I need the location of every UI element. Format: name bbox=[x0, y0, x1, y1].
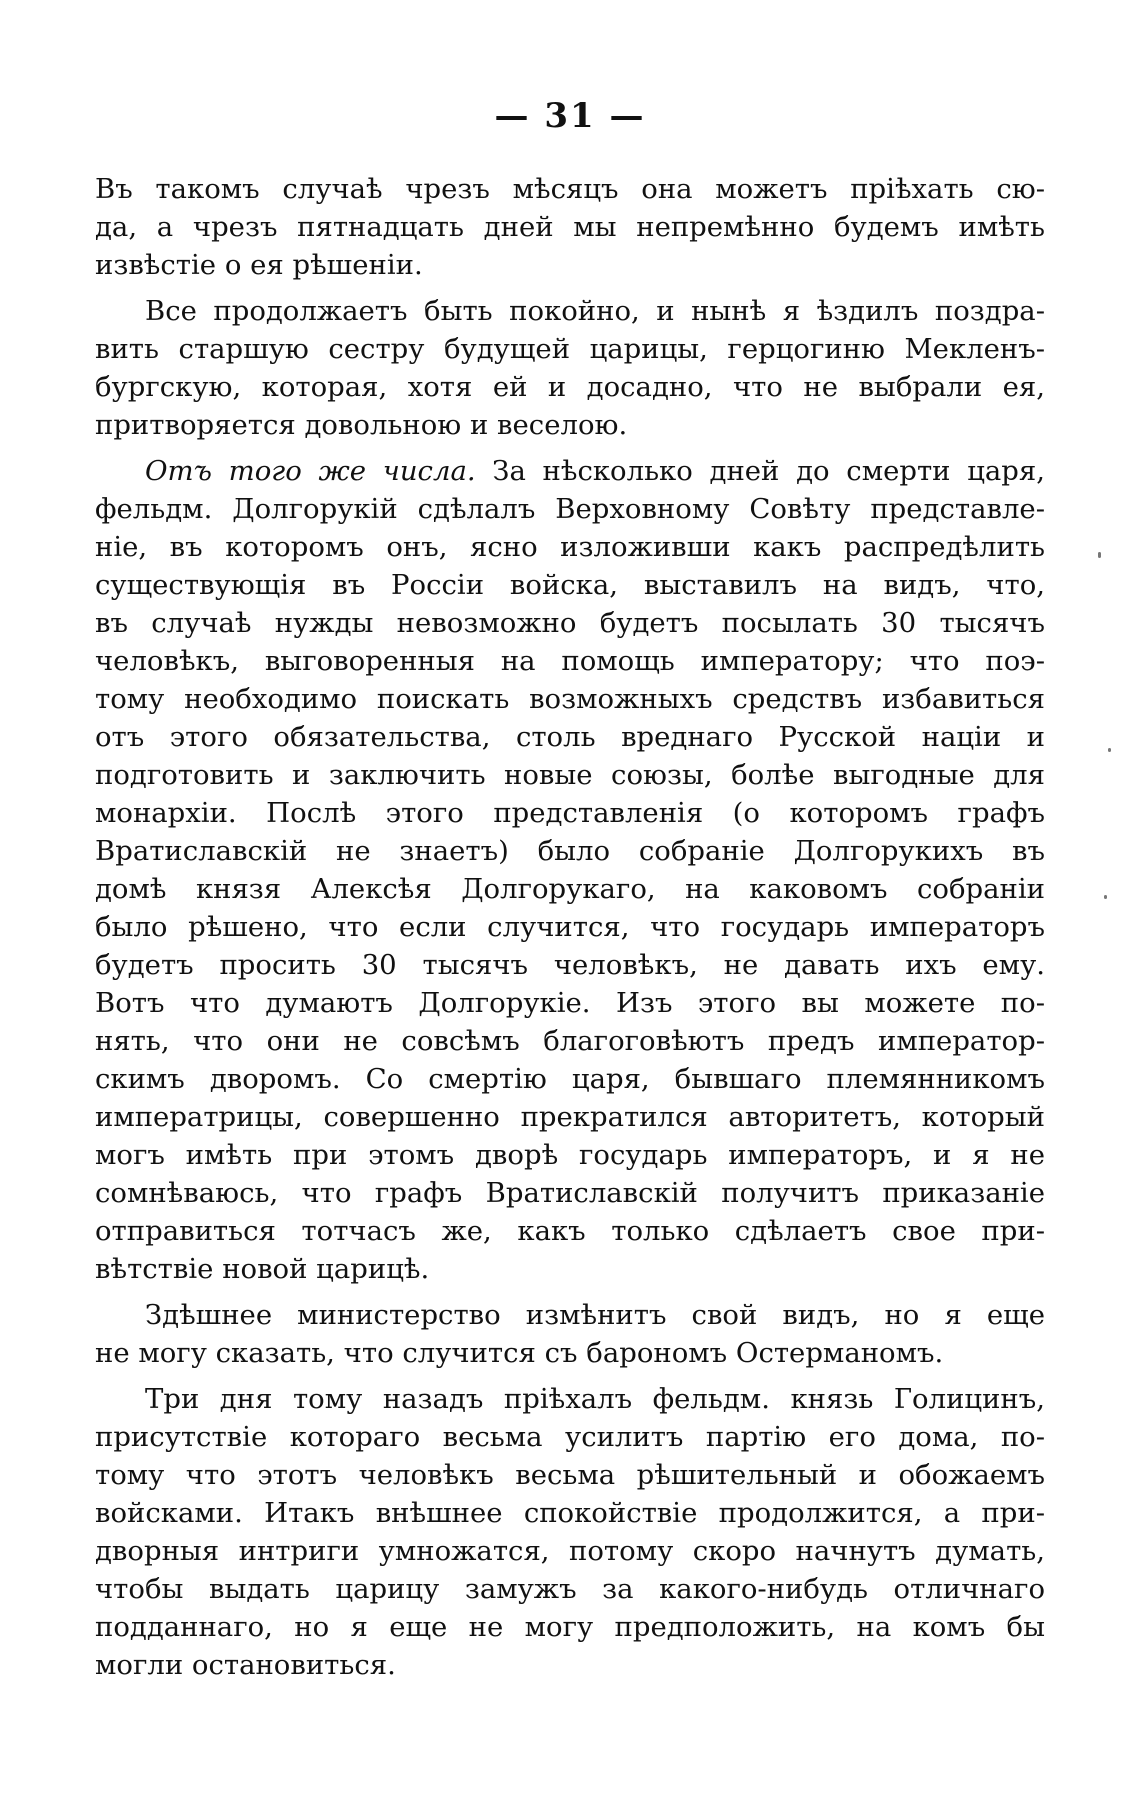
text-line: да, а чрезъ пятнадцать дней мы непремѣнно будемъ имѣть bbox=[95, 211, 1045, 243]
text-line: фельдм. Долгорукій сдѣлалъ Верховному Совѣту представле- bbox=[95, 493, 1045, 525]
text-line: въ случаѣ нужды невозможно будетъ посылать 30 тысячъ bbox=[95, 607, 1045, 639]
text-line: ніе, въ которомъ онъ, ясно изложивши какъ распредѣлить bbox=[95, 531, 1045, 563]
text-line: войсками. Итакъ внѣшнее спокойствіе продолжится, а при- bbox=[95, 1497, 1045, 1529]
text-line: Три дня тому назадъ пріѣхалъ фельдм. князь Голицинъ, bbox=[145, 1383, 1045, 1415]
text-line: сомнѣваюсь, что графъ Вратиславскій получитъ приказаніе bbox=[95, 1177, 1045, 1209]
text-line: было рѣшено, что если случится, что государь императоръ bbox=[95, 911, 1045, 943]
text-line: императрицы, совершенно прекратился авторитетъ, который bbox=[95, 1101, 1045, 1133]
text-line: будетъ просить 30 тысячъ человѣкъ, не давать ихъ ему. bbox=[95, 949, 1045, 981]
text-line: чтобы выдать царицу замужъ за какого-нибудь отличнаго bbox=[95, 1573, 1045, 1605]
page-number: — 31 — bbox=[494, 96, 646, 136]
text-line: монархіи. Послѣ этого представленія (о которомъ графъ bbox=[95, 797, 1045, 829]
text-line: вить старшую сестру будущей царицы, герцогиню Мекленъ- bbox=[95, 333, 1045, 365]
paragraph-lead-italic: Отъ того же числа. bbox=[145, 455, 476, 487]
text-line: существующія въ Россіи войска, выставилъ на видъ, что, bbox=[95, 569, 1045, 601]
text-line-with-lead bbox=[95, 452, 1045, 490]
text-line: притворяется довольною и веселою. bbox=[95, 409, 628, 441]
text-line: присутствіе котораго весьма усилитъ партію его дома, по- bbox=[95, 1421, 1045, 1453]
text-line: подданнаго, но я еще не могу предположить, на комъ бы bbox=[95, 1611, 1045, 1643]
text-line: Все продолжаетъ быть покойно, и нынѣ я ѣздилъ поздра- bbox=[145, 295, 1045, 327]
text-line: могъ имѣть при этомъ дворѣ государь императоръ, и я не bbox=[95, 1139, 1045, 1171]
text-line: бургскую, которая, хотя ей и досадно, что не выбрали ея, bbox=[95, 371, 1045, 403]
paper-speck bbox=[1098, 552, 1101, 558]
text-line-rest: За нѣсколько дней до смерти царя, bbox=[475, 455, 1045, 487]
text-line: могли остановиться. bbox=[95, 1649, 396, 1681]
text-line: не могу сказать, что случится съ барономъ Остерманомъ. bbox=[95, 1337, 944, 1369]
text-line: человѣкъ, выговоренныя на помощь императору; что поэ- bbox=[95, 645, 1045, 677]
paper-speck bbox=[1104, 895, 1107, 899]
text-line: нять, что они не совсѣмъ благоговѣютъ предъ император- bbox=[95, 1025, 1045, 1057]
text-line: Вратиславскій не знаетъ) было собраніе Долгорукихъ въ bbox=[95, 835, 1045, 867]
text-line: тому необходимо поискать возможныхъ средствъ избавиться bbox=[95, 683, 1045, 715]
text-line: вѣтствіе новой царицѣ. bbox=[95, 1253, 430, 1285]
paper-speck bbox=[1108, 748, 1111, 752]
text-line: отправиться тотчасъ же, какъ только сдѣлаетъ свое при- bbox=[95, 1215, 1045, 1247]
text-line: дворныя интриги умножатся, потому скоро начнутъ думать, bbox=[95, 1535, 1045, 1567]
text-line: отъ этого обязательства, столь вреднаго Русской націи и bbox=[95, 721, 1045, 753]
text-line: Вотъ что думаютъ Долгорукіе. Изъ этого вы можете по- bbox=[95, 987, 1045, 1019]
text-line: скимъ дворомъ. Со смертію царя, бывшаго племянникомъ bbox=[95, 1063, 1045, 1095]
text-line: тому что этотъ человѣкъ весьма рѣшительный и обожаемъ bbox=[95, 1459, 1045, 1491]
text-line: подготовить и заключить новые союзы, болѣе выгодные для bbox=[95, 759, 1045, 791]
text-line: Въ такомъ случаѣ чрезъ мѣсяцъ она можетъ пріѣхать сю- bbox=[95, 173, 1045, 205]
text-line: домѣ князя Алексѣя Долгорукаго, на каковомъ собраніи bbox=[95, 873, 1045, 905]
text-line: Здѣшнее министерство измѣнитъ свой видъ, но я еще bbox=[145, 1299, 1045, 1331]
text-line: извѣстіе о ея рѣшеніи. bbox=[95, 249, 423, 281]
